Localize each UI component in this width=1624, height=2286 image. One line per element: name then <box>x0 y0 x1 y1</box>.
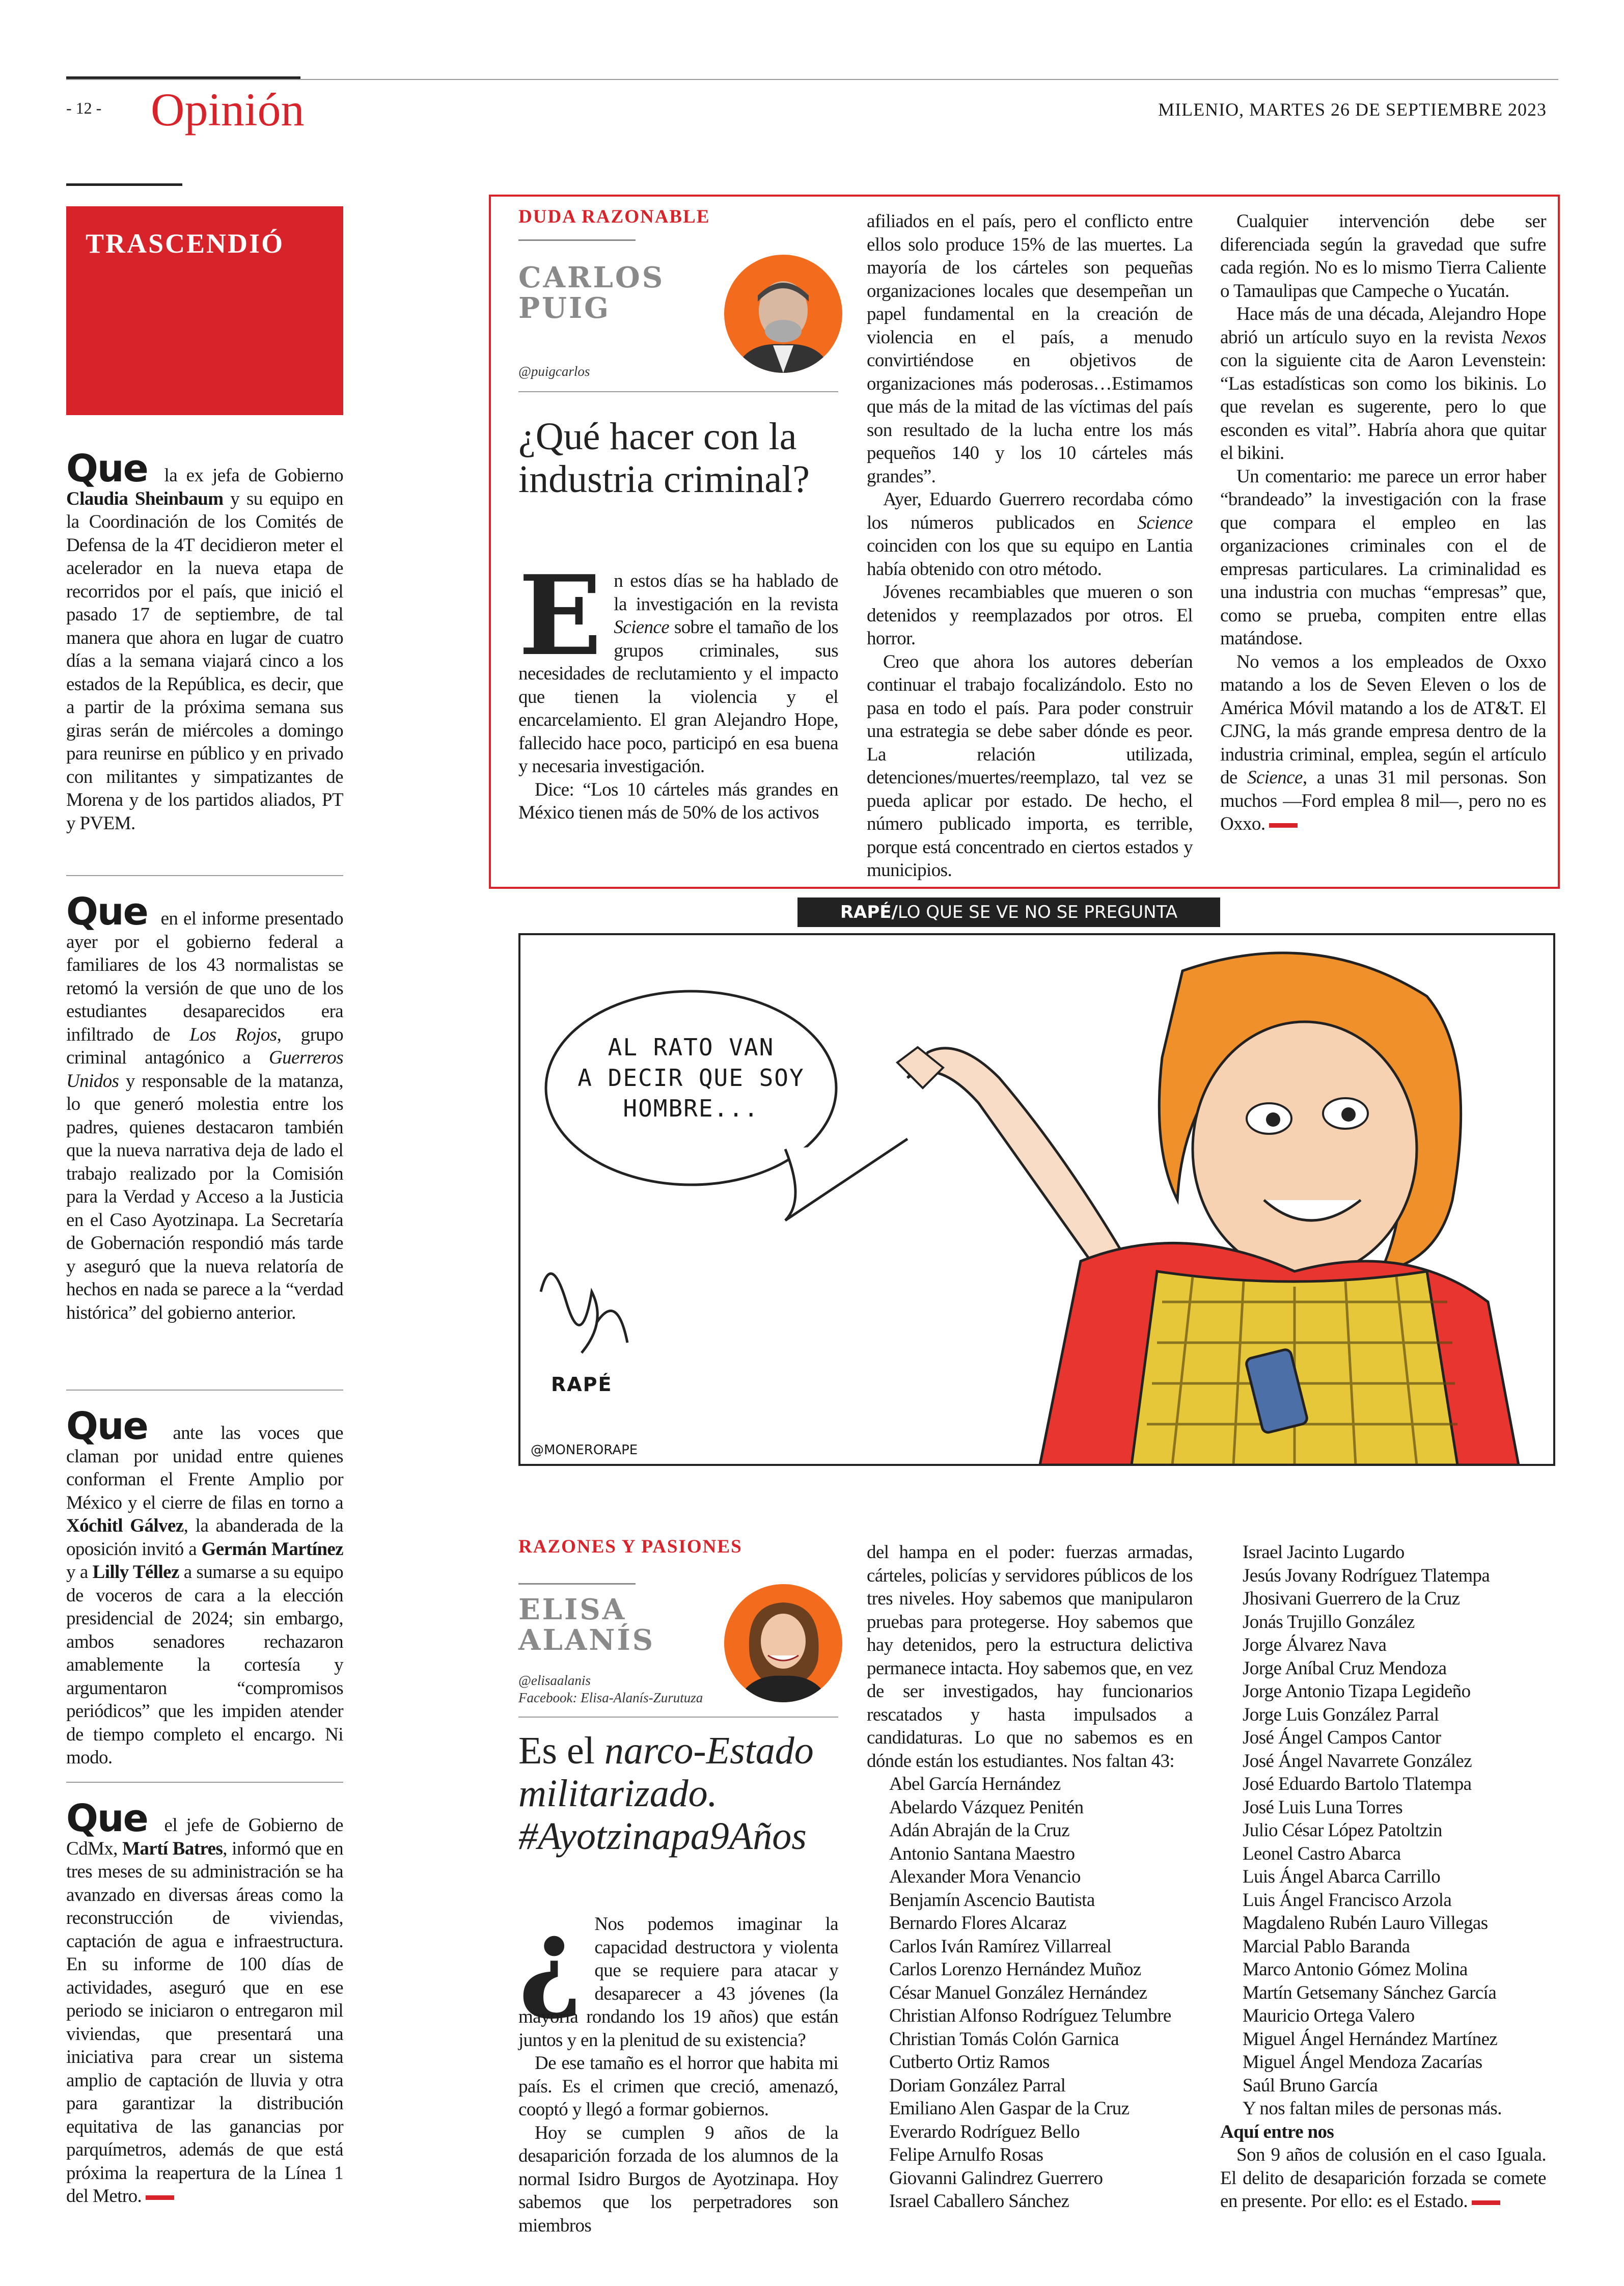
missing-student-name: Jorge Álvarez Nava <box>1243 1635 1387 1655</box>
duda-dropcap: E <box>518 551 602 680</box>
missing-student-name: Giovanni Galindrez Guerrero <box>889 2167 1103 2189</box>
trascendio-item <box>66 1404 344 1770</box>
trascendio-item <box>66 890 343 1324</box>
razones-kicker: RAZONES Y PASIONES <box>518 1536 742 1557</box>
missing-student-name: Adán Abraján de la Cruz <box>889 1820 1070 1841</box>
que-lead-word: Que <box>66 1797 164 1840</box>
missing-student-name: Luis Ángel Francisco Arzola <box>1243 1889 1452 1911</box>
missing-student-name: Jorge Luis González Parral <box>1243 1704 1439 1725</box>
missing-student-name: Cutberto Ortiz Ramos <box>889 2052 1050 2073</box>
missing-student-name: Luis Ángel Abarca Carrillo <box>1243 1866 1441 1887</box>
missing-student-name: Mauricio Ortega Valero <box>1243 2005 1415 2026</box>
missing-student-name: Bernardo Flores Alcaraz <box>889 1913 1066 1934</box>
missing-student-name: Jesús Jovany Rodríguez Tlatempa <box>1243 1565 1490 1586</box>
missing-student-name: Marcial Pablo Baranda <box>1243 1936 1410 1957</box>
que-lead-word: Que <box>66 447 164 491</box>
duda-headline: ¿Qué hacer con la industria criminal? <box>518 415 810 501</box>
missing-student-name: Martín Getsemany Sánchez García <box>1243 1982 1497 2003</box>
subhead-aqui-entre-nos: Aquí entre nos <box>1220 2121 1334 2142</box>
trascendio-text: la ex jefa de Gobierno Claudia Sheinbaum y su equipo en la Coordinación de los Comités de Defensa de la 4T decidieron meter el acelerador en la nueva etapa de recorridos por el país, que inició el pasado 17 de septiembre, de tal manera que ahora en lugar de cuatro días a la semana viajará cinco a los estados de la República, es decir, que a partir de la próxima semana sus giras serán de miércoles a domingo para reunirse en público y en privado con militantes y simpatizantes de Morena y de los partidos aliados, PT y PVEM. <box>66 465 343 834</box>
final-text: Son 9 años de colusión en el caso Iguala. El delito de desaparición forzada se comete en presente. Por ello: es el Estado. <box>1220 2144 1546 2212</box>
cartoon-signature: RAPÉ <box>551 1373 613 1396</box>
missing-student-name: José Eduardo Bartolo Tlatempa <box>1243 1774 1472 1794</box>
missing-student-name: José Ángel Campos Cantor <box>1243 1727 1441 1748</box>
missing-student-name: Emiliano Alen Gaspar de la Cruz <box>889 2098 1130 2119</box>
missing-student-name: Magdaleno Rubén Lauro Villegas <box>1243 1913 1488 1934</box>
missing-student-name: José Ángel Navarrete González <box>1243 1750 1472 1772</box>
names-list-2 <box>1220 1541 1546 2097</box>
closing-line: Y nos faltan miles de personas más. <box>1243 2098 1502 2119</box>
trascendio-box <box>66 206 343 415</box>
missing-student-name: Jhosivani Guerrero de la Cruz <box>1243 1588 1460 1609</box>
cartoon-frame <box>518 933 1555 1466</box>
trascendio-title: TRASCENDIÓ <box>86 228 285 259</box>
razones-column-2: del hampa en el poder: fuerzas armadas, cárteles, policías y servidores públicos de los tres niveles. Hoy sabemos que manipularon pruebas para protegerse. Hoy sabemos que hay detenidos, pero la estructura delictiva permanece intacta. Hoy sabemos que, en vez de ser investigados, hay funcionarios rescatados y hasta impulsados a candidaturas. Lo que no sabemos es en dónde están los estudiantes. Nos faltan 43: Abel García Hernández Abelardo Vázquez Penitén Adán Abraján de la Cruz Antonio Santana Maestro Alexander Mora Venancio Benjamín Ascencio Bautista Bernardo Flores Alcaraz Carlos Iván Ramírez Villarreal Carlos Lorenzo Hernández Muñoz César Manuel González Hernández Christian Alfonso Rodríguez Telumbre Christian Tomás Colón Garnica Cutberto Ortiz Ramos Doriam González Parral Emiliano Alen Gaspar de la Cruz Everardo Rodríguez Bello Felipe Arnulfo Rosas Giovanni Galindrez Guerrero Israel Caballero Sánchez <box>867 1541 1193 2213</box>
trascendio-item <box>66 1797 343 2208</box>
cartoon-strip-rest: LO QUE SE VE NO SE PREGUNTA <box>897 902 1178 922</box>
dateline: MILENIO, MARTES 26 DE SEPTIEMBRE 2023 <box>1158 99 1547 120</box>
missing-student-name: Antonio Santana Maestro <box>889 1843 1075 1864</box>
cartoon-strip <box>797 897 1220 927</box>
missing-student-name: Julio César López Patoltzin <box>1243 1820 1442 1841</box>
item-divider <box>66 1390 343 1391</box>
missing-student-name: Christian Tomás Colón Garnica <box>889 2028 1119 2050</box>
missing-student-name: Felipe Arnulfo Rosas <box>889 2144 1043 2165</box>
page-number: - 12 - <box>66 99 102 117</box>
missing-student-name: Jorge Aníbal Cruz Mendoza <box>1243 1657 1447 1679</box>
razones-headline: Es el narco-Estado militarizado. #Ayotzinapa9Años <box>518 1729 814 1858</box>
missing-student-name: Doriam González Parral <box>889 2075 1066 2096</box>
trascendio-text: en el informe presentado ayer por el gobierno federal a familiares de los 43 normalistas se retomó la versión de que uno de los estudiantes desaparecidos era infiltrado de Los Rojos, grupo criminal antagónico a Guerreros Unidos y responsable de la matanza, lo que generó molestia entre los padres, quienes destacaron también que la nueva narrativa deja de lado el trabajo realizado por la Comisión para la Verdad y Acceso a la Justicia en el Caso Ayotzinapa. La Secretaría de Gobernación respondió más tarde y aseguró que la nueva relatoría de hechos en nada se parece a la “verdad histórica” del gobierno anterior. <box>66 908 343 1323</box>
razones-column-3 <box>1220 1541 1546 2213</box>
missing-student-name: José Luis Luna Torres <box>1243 1797 1402 1818</box>
razones-author: ELISA ALANÍS <box>518 1593 655 1657</box>
missing-student-name: Israel Jacinto Lugardo <box>1243 1542 1405 1563</box>
cartoon-drawing <box>520 935 1553 1464</box>
duda-kicker: DUDA RAZONABLE <box>518 206 710 227</box>
missing-student-name: Alexander Mora Venancio <box>889 1866 1081 1887</box>
missing-student-name: Leonel Castro Abarca <box>1243 1843 1401 1864</box>
razones-handles: @elisaalanis Facebook: Elisa-Alanís-Zurutuza <box>518 1673 703 1705</box>
duda-column-2: afiliados en el país, pero el conflicto entre ellos solo produce 15% de las muertes. La mayoría de los cárteles son pequeñas organizaciones locales que desempeñan un papel fundamental en la creación de violencia en el país, a menudo convirtiéndose en objetivos de organizaciones más poderosas…Estimamos que más de la mitad de las víctimas del país son resultado de la lucha entre los más pequeños 140 y los 10 cárteles más grandes”. Ayer, Eduardo Guerrero recordaba cómo los números publicados en Science coinciden con los que su equipo en Lantia había obtenido con otro método. Jóvenes recambiables que mueren o son detenidos y reemplazados por otros. El horror. Creo que ahora los autores deberían continuar el trabajo focalizándolo. Esto no pasa en todo el país. Para poder construir una estrategia se debe saber dónde es peor. La relación utilizada, detenciones/muertes/reemplazo, tal vez se pueda aplicar por estado. De hecho, el número publicado importa, es terrible, porque está concentrado en ciertos estados y municipios. <box>867 211 1193 881</box>
item-divider <box>66 1782 343 1783</box>
missing-student-name: Abel García Hernández <box>889 1774 1061 1794</box>
trascendio-text: el jefe de Gobierno de CdMx, Martí Batres, informó que en tres meses de su administración se ha avanzado en diversas áreas como la reconstrucción de viviendas, captación de agua e infraestructura. En su informe de 100 días de actividades, aseguró que en ese periodo se iniciaron o entregaron mil viviendas, que presentará una iniciativa para crear un sistema amplio de captación de lluvia y otra para garantizar la distribución equitativa de las ganancias por parquímetros, además de que está próxima la reapertura de la Línea 1 del Metro. <box>66 1815 343 2207</box>
end-mark <box>1472 2200 1500 2205</box>
names-list-1 <box>867 1773 1193 2213</box>
cartoon-strip-bold: RAPÉ/ <box>840 902 898 922</box>
missing-student-name: Carlos Iván Ramírez Villarreal <box>889 1936 1112 1957</box>
missing-student-name: Abelardo Vázquez Penitén <box>889 1797 1084 1818</box>
duda-author-photo <box>724 255 842 373</box>
speech-bubble-text: AL RATO VAN A DECIR QUE SOY HOMBRE... <box>577 1033 805 1122</box>
missing-student-name: Marco Antonio Gómez Molina <box>1243 1959 1468 1980</box>
section-title: Opinión <box>151 84 305 135</box>
item-divider <box>66 875 343 876</box>
trascendio-text: ante las voces que claman por unidad entre quienes conforman el Frente Amplio por México y el cierre de filas en torno a Xóchitl Gálvez, la abanderada de la oposición invitó a Germán Martínez y a Lilly Téllez a sumarse a su equipo de voceros de cara a la elección presidencial de 2024; sin embargo, ambos senadores rechazaron amablemente la cortesía y argumentaron “compromisos periódicos” que les impiden atender de tiempo completo el encargo. Ni modo. <box>66 1423 344 1768</box>
missing-student-name: Saúl Bruno García <box>1243 2075 1378 2096</box>
missing-student-name: Christian Alfonso Rodríguez Telumbre <box>889 2005 1171 2026</box>
missing-student-name: Everardo Rodríguez Bello <box>889 2121 1080 2142</box>
missing-student-name: Benjamín Ascencio Bautista <box>889 1889 1095 1911</box>
missing-student-name: Miguel Ángel Hernández Martínez <box>1243 2028 1498 2050</box>
duda-handle: @puigcarlos <box>518 364 590 379</box>
missing-student-name: Miguel Ángel Mendoza Zacarías <box>1243 2052 1482 2073</box>
missing-student-name: Carlos Lorenzo Hernández Muñoz <box>889 1959 1141 1980</box>
end-mark <box>146 2195 174 2200</box>
end-mark <box>1269 823 1298 828</box>
missing-student-name: Jorge Antonio Tizapa Legideño <box>1243 1681 1471 1702</box>
trascendio-item <box>66 447 343 835</box>
cartoon-credit: @MONERORAPE <box>531 1443 638 1458</box>
missing-student-name: César Manuel González Hernández <box>889 1982 1147 2003</box>
que-lead-word: Que <box>66 890 161 934</box>
que-lead-word: Que <box>66 1404 173 1448</box>
missing-student-name: Israel Caballero Sánchez <box>889 2191 1069 2212</box>
duda-column-1: E n estos días se ha hablado de la investigación en la revista Science sobre el tamaño de los grupos criminales, sus necesidades de reclutamiento y el impacto que tienen la violencia y el encarcelamiento. El gran Alejandro Hope, fallecido hace poco, participó en esa buena y necesaria investigación. Dice: “Los 10 cárteles más grandes en México tienen más de 50% de los activos <box>518 551 838 823</box>
razones-column-1: ¿ Nos podemos imaginar la capacidad destructora y violenta que se requiere para atacar y desaparecer a 43 jóvenes (la mayoría rondando los 19 años) que están juntos y en la plenitud de su existencia? De ese tamaño es el horror que habita mi país. Es el crimen que creció, amenazó, cooptó y llegó a formar gobiernos. Hoy se cumplen 9 años de la desaparición forzada de los alumnos de la normal Isidro Burgos de Ayotzinapa. Hoy sabemos que los perpetradores son miembros <box>518 1894 838 2236</box>
missing-student-name: Jonás Trujillo González <box>1243 1611 1415 1632</box>
duda-column-3: Cualquier intervención debe ser diferenciada según la gravedad que sufre cada región. No es lo mismo Tierra Caliente o Tamaulipas que Campeche o Yucatán. Hace más de una década, Alejandro Hope abrió un artículo suyo en la revista Nexos con la siguiente cita de Aaron Levenstein: “Las estadísticas son como los bikinis. Lo que revelan es sugerente, pero lo que esconden es vital”. Habría ahora que quitar el bikini. Un comentario: me parece un error haber “brandeado” la investigación con la frase que compara el empleo en las organizaciones criminales con el de empresas particulares. La criminalidad es una industria con muchas “empresas” que, como se prueba, compiten entre ellas matándose. No vemos a los empleados de Oxxo matando a los de Seven Eleven o los de América Móvil matando a los de AT&T. El CJNG, la más grande empresa dentro de la industria criminal, emplea, según el artículo de Science, a unas 31 mil personas. Son muchos —Ford emplea 8 mil—, pero no es Oxxo. <box>1220 211 1546 834</box>
razones-author-photo <box>724 1584 842 1702</box>
duda-author: CARLOS PUIG <box>518 261 665 325</box>
razones-dropcap: ¿ <box>518 1894 583 2023</box>
